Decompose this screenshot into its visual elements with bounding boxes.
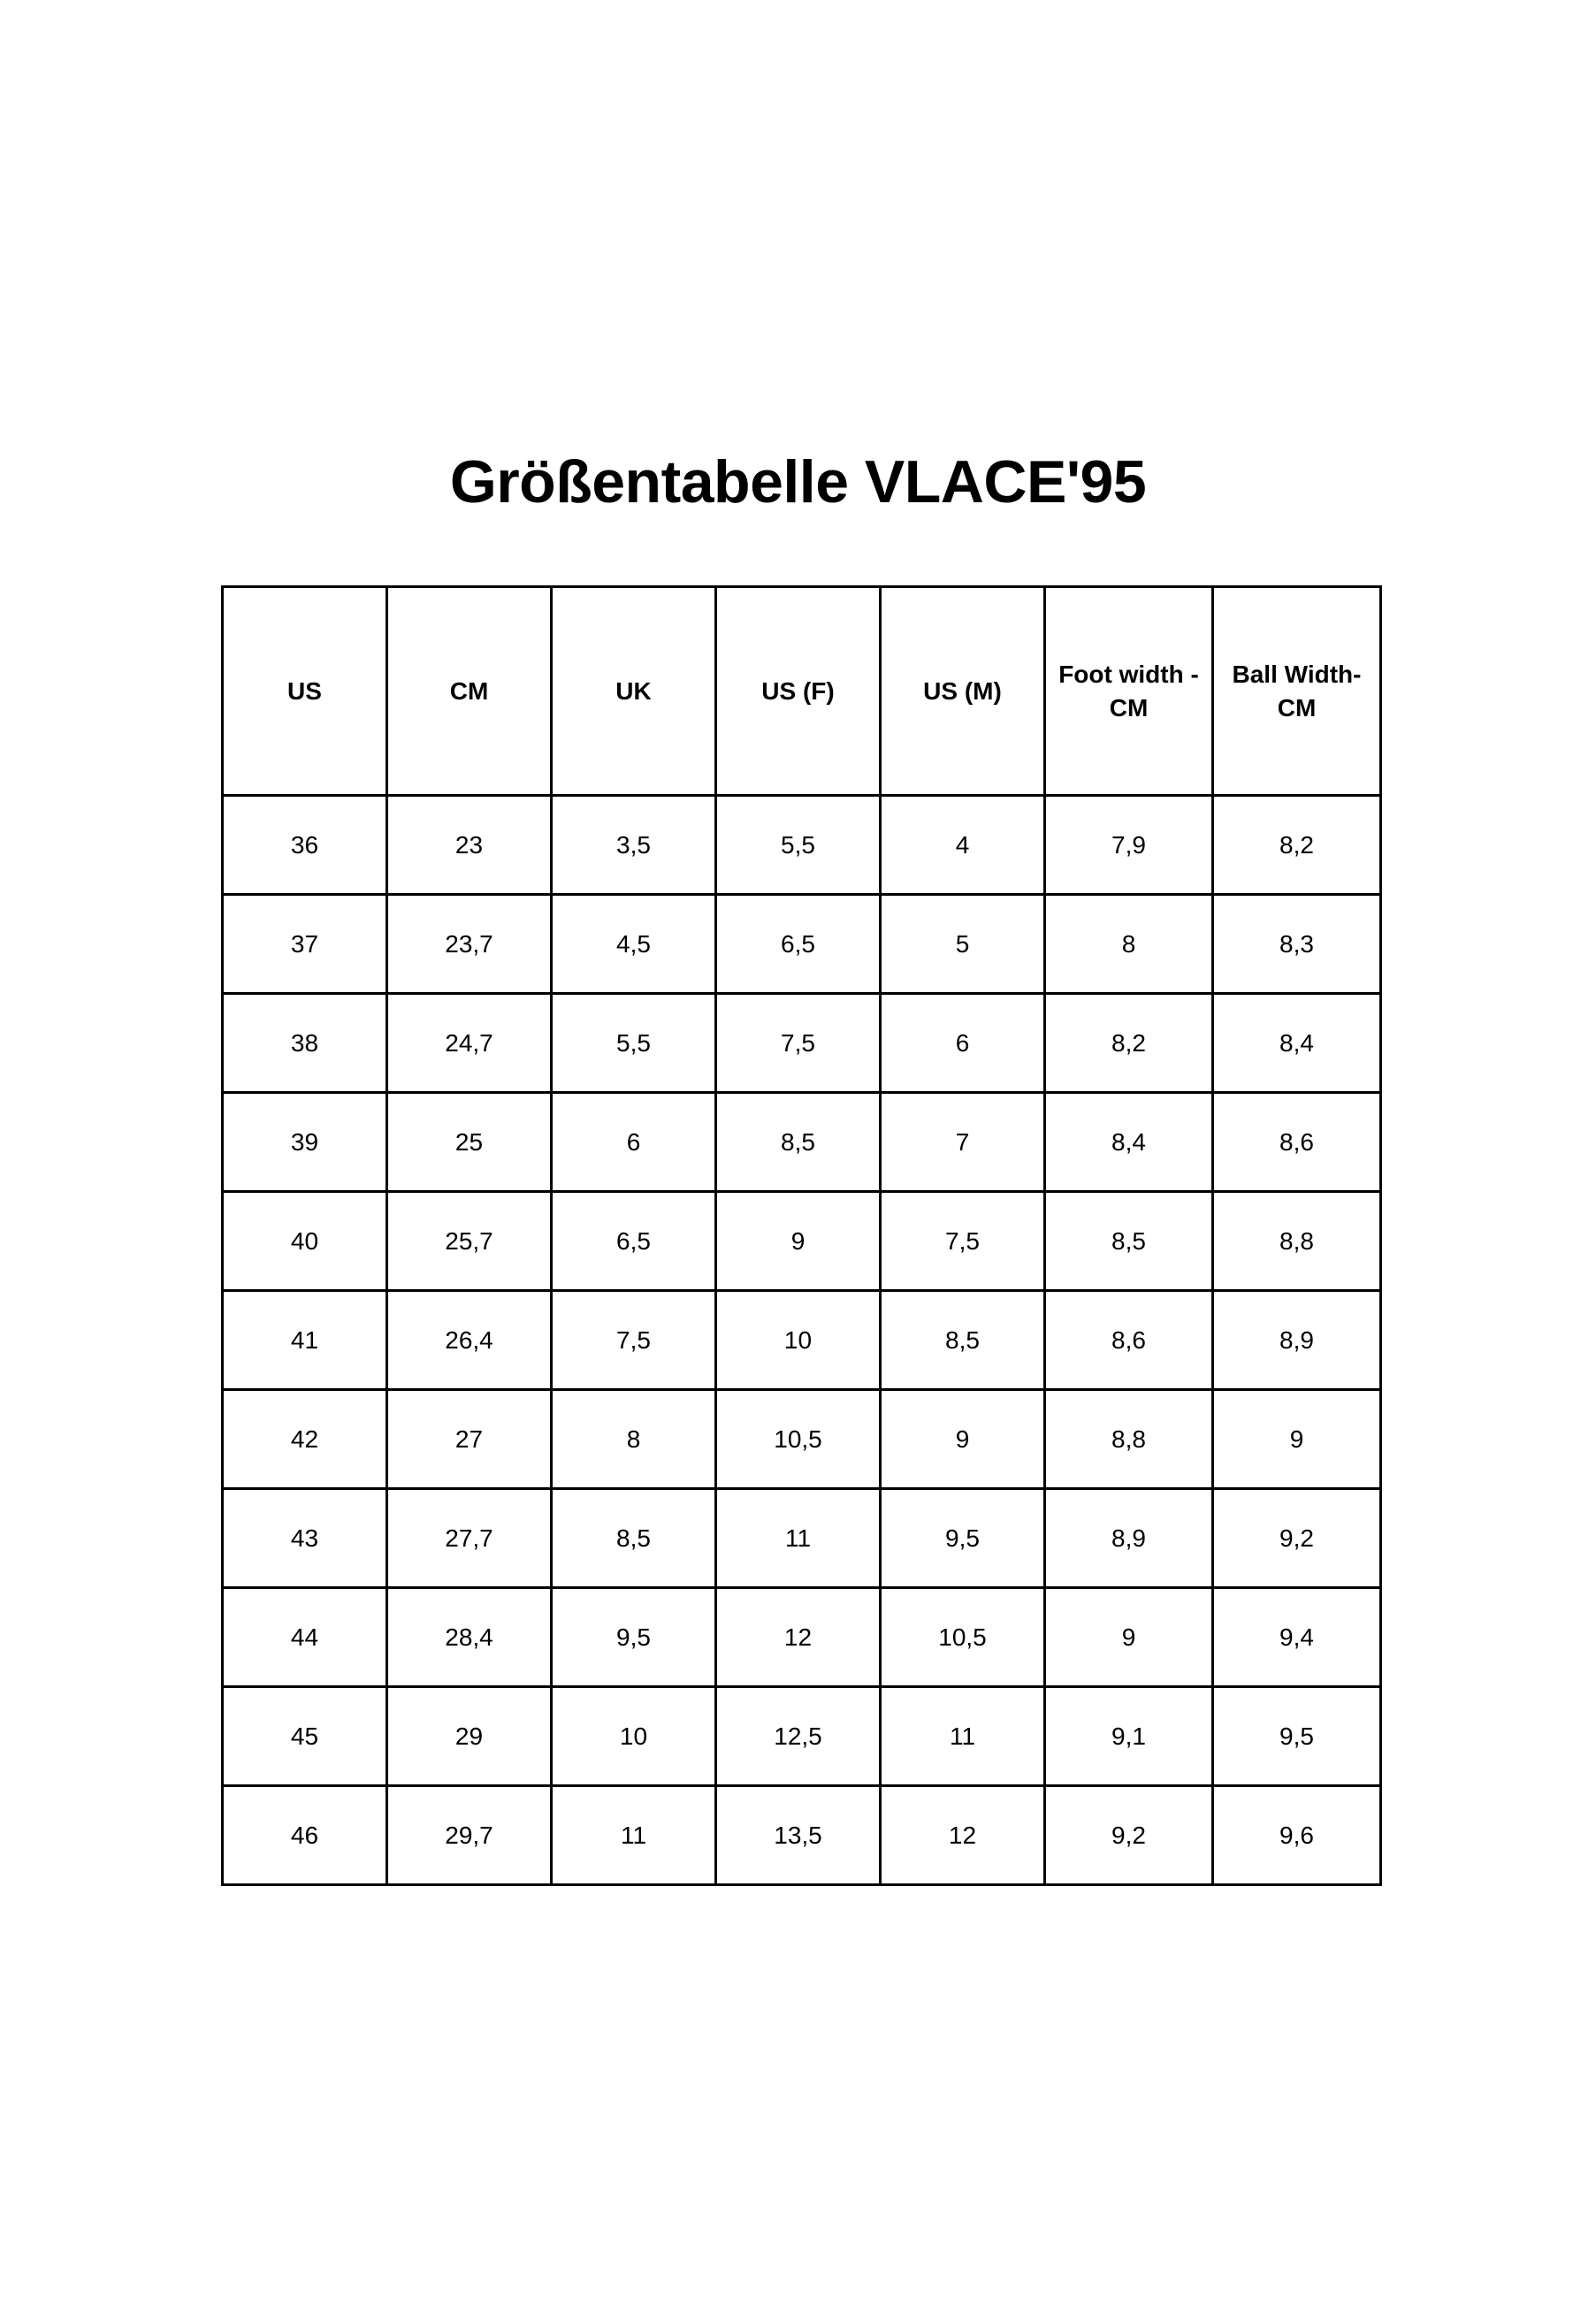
cell-cm: 29 xyxy=(387,1687,552,1786)
cell-us-m: 6 xyxy=(881,994,1045,1093)
table-row xyxy=(223,895,1381,994)
cell-ball-width: 9,4 xyxy=(1213,1588,1381,1687)
table-body xyxy=(223,796,1381,1885)
cell-us-f: 5,5 xyxy=(716,796,881,895)
size-chart-table xyxy=(221,585,1382,1886)
cell-ball-width: 8,9 xyxy=(1213,1291,1381,1390)
table-row xyxy=(223,994,1381,1093)
cell-us-m: 5 xyxy=(881,895,1045,994)
cell-us-m: 7,5 xyxy=(881,1192,1045,1291)
cell-foot-width: 7,9 xyxy=(1045,796,1213,895)
table-row xyxy=(223,1093,1381,1192)
cell-us: 46 xyxy=(223,1786,387,1885)
cell-us-f: 7,5 xyxy=(716,994,881,1093)
cell-cm: 29,7 xyxy=(387,1786,552,1885)
cell-uk: 8 xyxy=(552,1390,716,1489)
cell-cm: 24,7 xyxy=(387,994,552,1093)
table-row xyxy=(223,1390,1381,1489)
cell-us-m: 9 xyxy=(881,1390,1045,1489)
cell-uk: 5,5 xyxy=(552,994,716,1093)
cell-cm: 28,4 xyxy=(387,1588,552,1687)
cell-ball-width: 8,3 xyxy=(1213,895,1381,994)
table-header-row xyxy=(223,587,1381,796)
cell-uk: 4,5 xyxy=(552,895,716,994)
cell-foot-width: 8,5 xyxy=(1045,1192,1213,1291)
cell-foot-width: 9 xyxy=(1045,1588,1213,1687)
cell-us: 36 xyxy=(223,796,387,895)
cell-ball-width: 9,2 xyxy=(1213,1489,1381,1588)
table-row xyxy=(223,1687,1381,1786)
table-header xyxy=(223,587,1381,796)
cell-uk: 9,5 xyxy=(552,1588,716,1687)
cell-foot-width: 8 xyxy=(1045,895,1213,994)
page-title: Größentabelle VLACE'95 xyxy=(449,448,1147,516)
size-chart-table-container xyxy=(221,585,1379,1886)
cell-us: 41 xyxy=(223,1291,387,1390)
cell-us: 37 xyxy=(223,895,387,994)
table-row xyxy=(223,796,1381,895)
column-header-foot-width-cm: Foot width - CM xyxy=(1045,587,1213,796)
cell-ball-width: 9,5 xyxy=(1213,1687,1381,1786)
cell-us-m: 12 xyxy=(881,1786,1045,1885)
cell-cm: 26,4 xyxy=(387,1291,552,1390)
cell-us-f: 10,5 xyxy=(716,1390,881,1489)
cell-us: 40 xyxy=(223,1192,387,1291)
cell-ball-width: 9,6 xyxy=(1213,1786,1381,1885)
cell-uk: 10 xyxy=(552,1687,716,1786)
cell-uk: 8,5 xyxy=(552,1489,716,1588)
column-header-us-f: US (F) xyxy=(716,587,881,796)
cell-us-m: 4 xyxy=(881,796,1045,895)
cell-us-f: 10 xyxy=(716,1291,881,1390)
cell-uk: 11 xyxy=(552,1786,716,1885)
column-header-us-m: US (M) xyxy=(881,587,1045,796)
cell-us-f: 8,5 xyxy=(716,1093,881,1192)
column-header-cm: CM xyxy=(387,587,552,796)
cell-ball-width: 8,8 xyxy=(1213,1192,1381,1291)
cell-us-f: 13,5 xyxy=(716,1786,881,1885)
cell-us-f: 9 xyxy=(716,1192,881,1291)
table-row xyxy=(223,1291,1381,1390)
cell-ball-width: 8,2 xyxy=(1213,796,1381,895)
cell-us-m: 8,5 xyxy=(881,1291,1045,1390)
cell-foot-width: 9,1 xyxy=(1045,1687,1213,1786)
cell-us: 39 xyxy=(223,1093,387,1192)
cell-cm: 23,7 xyxy=(387,895,552,994)
cell-us: 43 xyxy=(223,1489,387,1588)
cell-foot-width: 8,4 xyxy=(1045,1093,1213,1192)
column-header-ball-width-cm: Ball Width- CM xyxy=(1213,587,1381,796)
cell-ball-width: 8,6 xyxy=(1213,1093,1381,1192)
cell-cm: 27 xyxy=(387,1390,552,1489)
cell-cm: 27,7 xyxy=(387,1489,552,1588)
cell-foot-width: 8,6 xyxy=(1045,1291,1213,1390)
table-row xyxy=(223,1489,1381,1588)
cell-us-f: 11 xyxy=(716,1489,881,1588)
cell-foot-width: 8,8 xyxy=(1045,1390,1213,1489)
cell-us: 42 xyxy=(223,1390,387,1489)
table-row xyxy=(223,1786,1381,1885)
cell-us-m: 9,5 xyxy=(881,1489,1045,1588)
cell-foot-width: 8,2 xyxy=(1045,994,1213,1093)
cell-cm: 25 xyxy=(387,1093,552,1192)
cell-us: 44 xyxy=(223,1588,387,1687)
cell-us-m: 7 xyxy=(881,1093,1045,1192)
cell-us: 45 xyxy=(223,1687,387,1786)
cell-us: 38 xyxy=(223,994,387,1093)
cell-ball-width: 9 xyxy=(1213,1390,1381,1489)
cell-uk: 6 xyxy=(552,1093,716,1192)
table-row xyxy=(223,1588,1381,1687)
cell-cm: 23 xyxy=(387,796,552,895)
column-header-uk: UK xyxy=(552,587,716,796)
cell-cm: 25,7 xyxy=(387,1192,552,1291)
cell-foot-width: 8,9 xyxy=(1045,1489,1213,1588)
cell-us-f: 12 xyxy=(716,1588,881,1687)
cell-uk: 6,5 xyxy=(552,1192,716,1291)
cell-us-m: 10,5 xyxy=(881,1588,1045,1687)
column-header-us: US xyxy=(223,587,387,796)
cell-uk: 7,5 xyxy=(552,1291,716,1390)
cell-uk: 3,5 xyxy=(552,796,716,895)
cell-foot-width: 9,2 xyxy=(1045,1786,1213,1885)
cell-us-f: 6,5 xyxy=(716,895,881,994)
cell-ball-width: 8,4 xyxy=(1213,994,1381,1093)
cell-us-m: 11 xyxy=(881,1687,1045,1786)
table-row xyxy=(223,1192,1381,1291)
cell-us-f: 12,5 xyxy=(716,1687,881,1786)
